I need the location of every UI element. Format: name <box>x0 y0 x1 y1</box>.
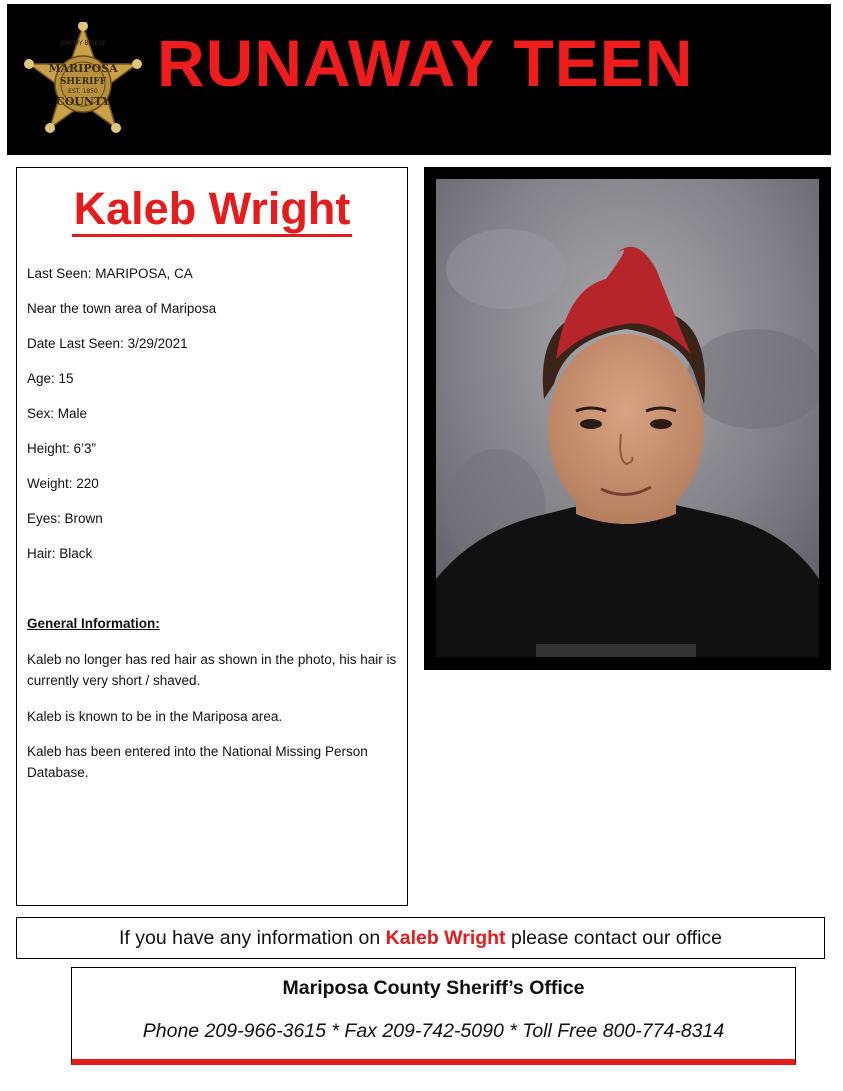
field-weight: Weight: 220 <box>27 476 99 491</box>
badge-line-1: MARIPOSA <box>48 62 118 75</box>
person-name-heading <box>17 182 407 236</box>
info-panel <box>16 167 408 906</box>
badge-line-3: EST. 1850 <box>68 88 98 95</box>
contact-suffix: please contact our office <box>505 927 723 949</box>
page-title: RUNAWAY TEEN <box>157 26 694 100</box>
general-paragraph-database: Kaleb has been entered into the National Missing Person Database. <box>27 744 368 780</box>
person-photo <box>436 179 819 657</box>
field-height: Height: 6’3” <box>27 441 97 456</box>
field-sex: Sex: Male <box>27 406 88 421</box>
general-info-heading: General Information: <box>27 616 160 631</box>
badge-line-4: COUNTY <box>55 95 111 108</box>
office-phone-numbers: Phone 209-966-3615 * Fax 209-742-5090 * Toll Free 800-774-8314 <box>142 1020 725 1042</box>
field-near-area: Near the town area of Mariposa <box>27 301 217 316</box>
field-eyes: Eyes: Brown <box>27 511 103 526</box>
badge-top-text: JEREMY BRIESE <box>60 40 106 47</box>
general-paragraph-hair: Kaleb no longer has red hair as shown in the photo, his hair is currently very short / shaved. <box>27 652 397 688</box>
contact-prompt <box>16 917 825 959</box>
field-age: Age: 15 <box>27 371 74 386</box>
office-info-box <box>71 967 796 1065</box>
general-paragraph-area: Kaleb is known to be in the Mariposa area. <box>27 709 283 724</box>
person-name: Kaleb Wright <box>72 183 353 237</box>
field-last-seen: Last Seen: MARIPOSA, CA <box>27 266 193 281</box>
field-date-last-seen: Date Last Seen: 3/29/2021 <box>27 336 188 351</box>
badge-line-2: SHERIFF <box>59 77 107 87</box>
field-hair: Hair: Black <box>27 546 93 561</box>
sheriff-star-badge-icon <box>19 22 147 150</box>
contact-name: Kaleb Wright <box>385 927 506 949</box>
office-name: Mariposa County Sheriff’s Office <box>282 977 585 999</box>
contact-prefix: If you have any information on <box>118 927 386 949</box>
photo-frame <box>424 167 831 670</box>
header-banner <box>7 4 831 155</box>
